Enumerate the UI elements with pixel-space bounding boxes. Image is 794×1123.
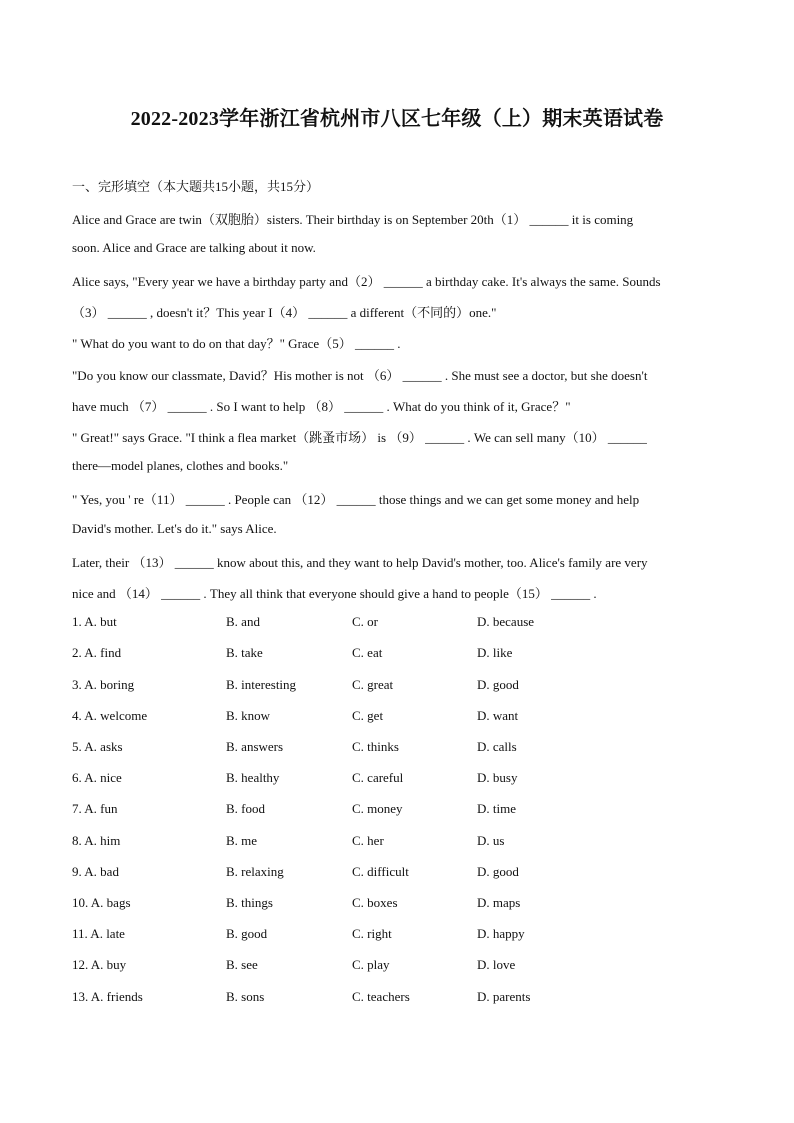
option-c: C. difficult — [352, 864, 409, 879]
option-d: D. busy — [477, 770, 518, 785]
option-a: 9. A. bad — [72, 864, 119, 879]
passage-line: soon. Alice and Grace are talking about it now. — [72, 240, 316, 255]
option-c: C. money — [352, 801, 403, 816]
option-b: B. know — [226, 708, 271, 723]
option-a: 4. A. welcome — [72, 708, 148, 723]
option-b: B. and — [226, 614, 260, 629]
option-b: B. food — [226, 801, 265, 816]
option-b: B. relaxing — [226, 864, 284, 879]
option-a: 5. A. asks — [72, 739, 123, 754]
option-c: C. play — [352, 957, 390, 972]
option-b: B. me — [226, 833, 258, 848]
option-c: C. her — [352, 833, 384, 848]
option-a: 11. A. late — [72, 926, 125, 941]
page-title: 2022-2023学年浙江省杭州市八区七年级（上）期末英语试卷 — [130, 108, 664, 130]
option-b: B. see — [226, 957, 258, 972]
passage-line: Later, their （13） ______ know about this, and they want to help David's mother, too. Alice's family are very — [72, 555, 648, 570]
option-d: D. parents — [477, 989, 531, 1004]
option-b: B. good — [226, 926, 268, 941]
passage-line: "Do you know our classmate, David？His mother is not （6） ______ . She must see a doctor, but she doesn't — [72, 368, 648, 383]
passage-line: Alice and Grace are twin（双胞胎）sisters. Their birthday is on September 20th（1） ______ it is coming — [72, 212, 634, 227]
option-d: D. good — [477, 677, 519, 692]
option-b: B. healthy — [226, 770, 280, 785]
option-c: C. or — [352, 614, 378, 629]
passage-line: " What do you want to do on that day？" Grace（5） ______ . — [72, 336, 401, 351]
option-c: C. eat — [352, 645, 383, 660]
option-d: D. love — [477, 957, 516, 972]
option-a: 3. A. boring — [72, 677, 135, 692]
option-a: 2. A. find — [72, 645, 122, 660]
passage-line: nice and （14） ______ . They all think that everyone should give a hand to people（15） ______ . — [72, 586, 597, 601]
option-c: C. boxes — [352, 895, 398, 910]
option-d: D. like — [477, 645, 513, 660]
option-a: 12. A. buy — [72, 957, 127, 972]
option-b: B. sons — [226, 989, 265, 1004]
option-c: C. get — [352, 708, 384, 723]
option-c: C. thinks — [352, 739, 399, 754]
passage-line: David's mother. Let's do it." says Alice. — [72, 521, 277, 536]
option-a: 6. A. nice — [72, 770, 122, 785]
option-c: C. careful — [352, 770, 404, 785]
passage-line: " Great!" says Grace. "I think a flea market（跳蚤市场） is （9） ______ . We can sell many（10） ______ — [72, 430, 647, 445]
passage-line: （3） ______ , doesn't it？This year I（4） ______ a different（不同的）one." — [72, 305, 497, 320]
option-a: 10. A. bags — [72, 895, 131, 910]
option-d: D. maps — [477, 895, 521, 910]
option-d: D. us — [477, 833, 505, 848]
option-d: D. happy — [477, 926, 525, 941]
option-c: C. great — [352, 677, 394, 692]
option-d: D. want — [477, 708, 519, 723]
passage-line: there—model planes, clothes and books." — [72, 458, 289, 473]
option-b: B. take — [226, 645, 263, 660]
passage-line: " Yes, you ' re（11） ______ . People can （12） ______ those things and we can get some money and help — [72, 492, 640, 507]
option-d: D. calls — [477, 739, 517, 754]
passage-line: have much （7） ______ . So I want to help （8） ______ . What do you think of it, Grace？" — [72, 399, 571, 414]
option-d: D. time — [477, 801, 516, 816]
option-b: B. answers — [226, 739, 284, 754]
option-b: B. things — [226, 895, 273, 910]
passage-line: Alice says, "Every year we have a birthday party and（2） ______ a birthday cake. It's always the same. Sounds — [72, 274, 661, 289]
section-heading: 一、完形填空（本大题共15小题，共15分） — [72, 179, 320, 194]
option-d: D. good — [477, 864, 519, 879]
option-c: C. teachers — [352, 989, 410, 1004]
option-a: 7. A. fun — [72, 801, 118, 816]
option-b: B. interesting — [226, 677, 297, 692]
option-d: D. because — [477, 614, 535, 629]
option-a: 13. A. friends — [72, 989, 143, 1004]
option-c: C. right — [352, 926, 392, 941]
option-a: 1. A. but — [72, 614, 117, 629]
option-a: 8. A. him — [72, 833, 121, 848]
